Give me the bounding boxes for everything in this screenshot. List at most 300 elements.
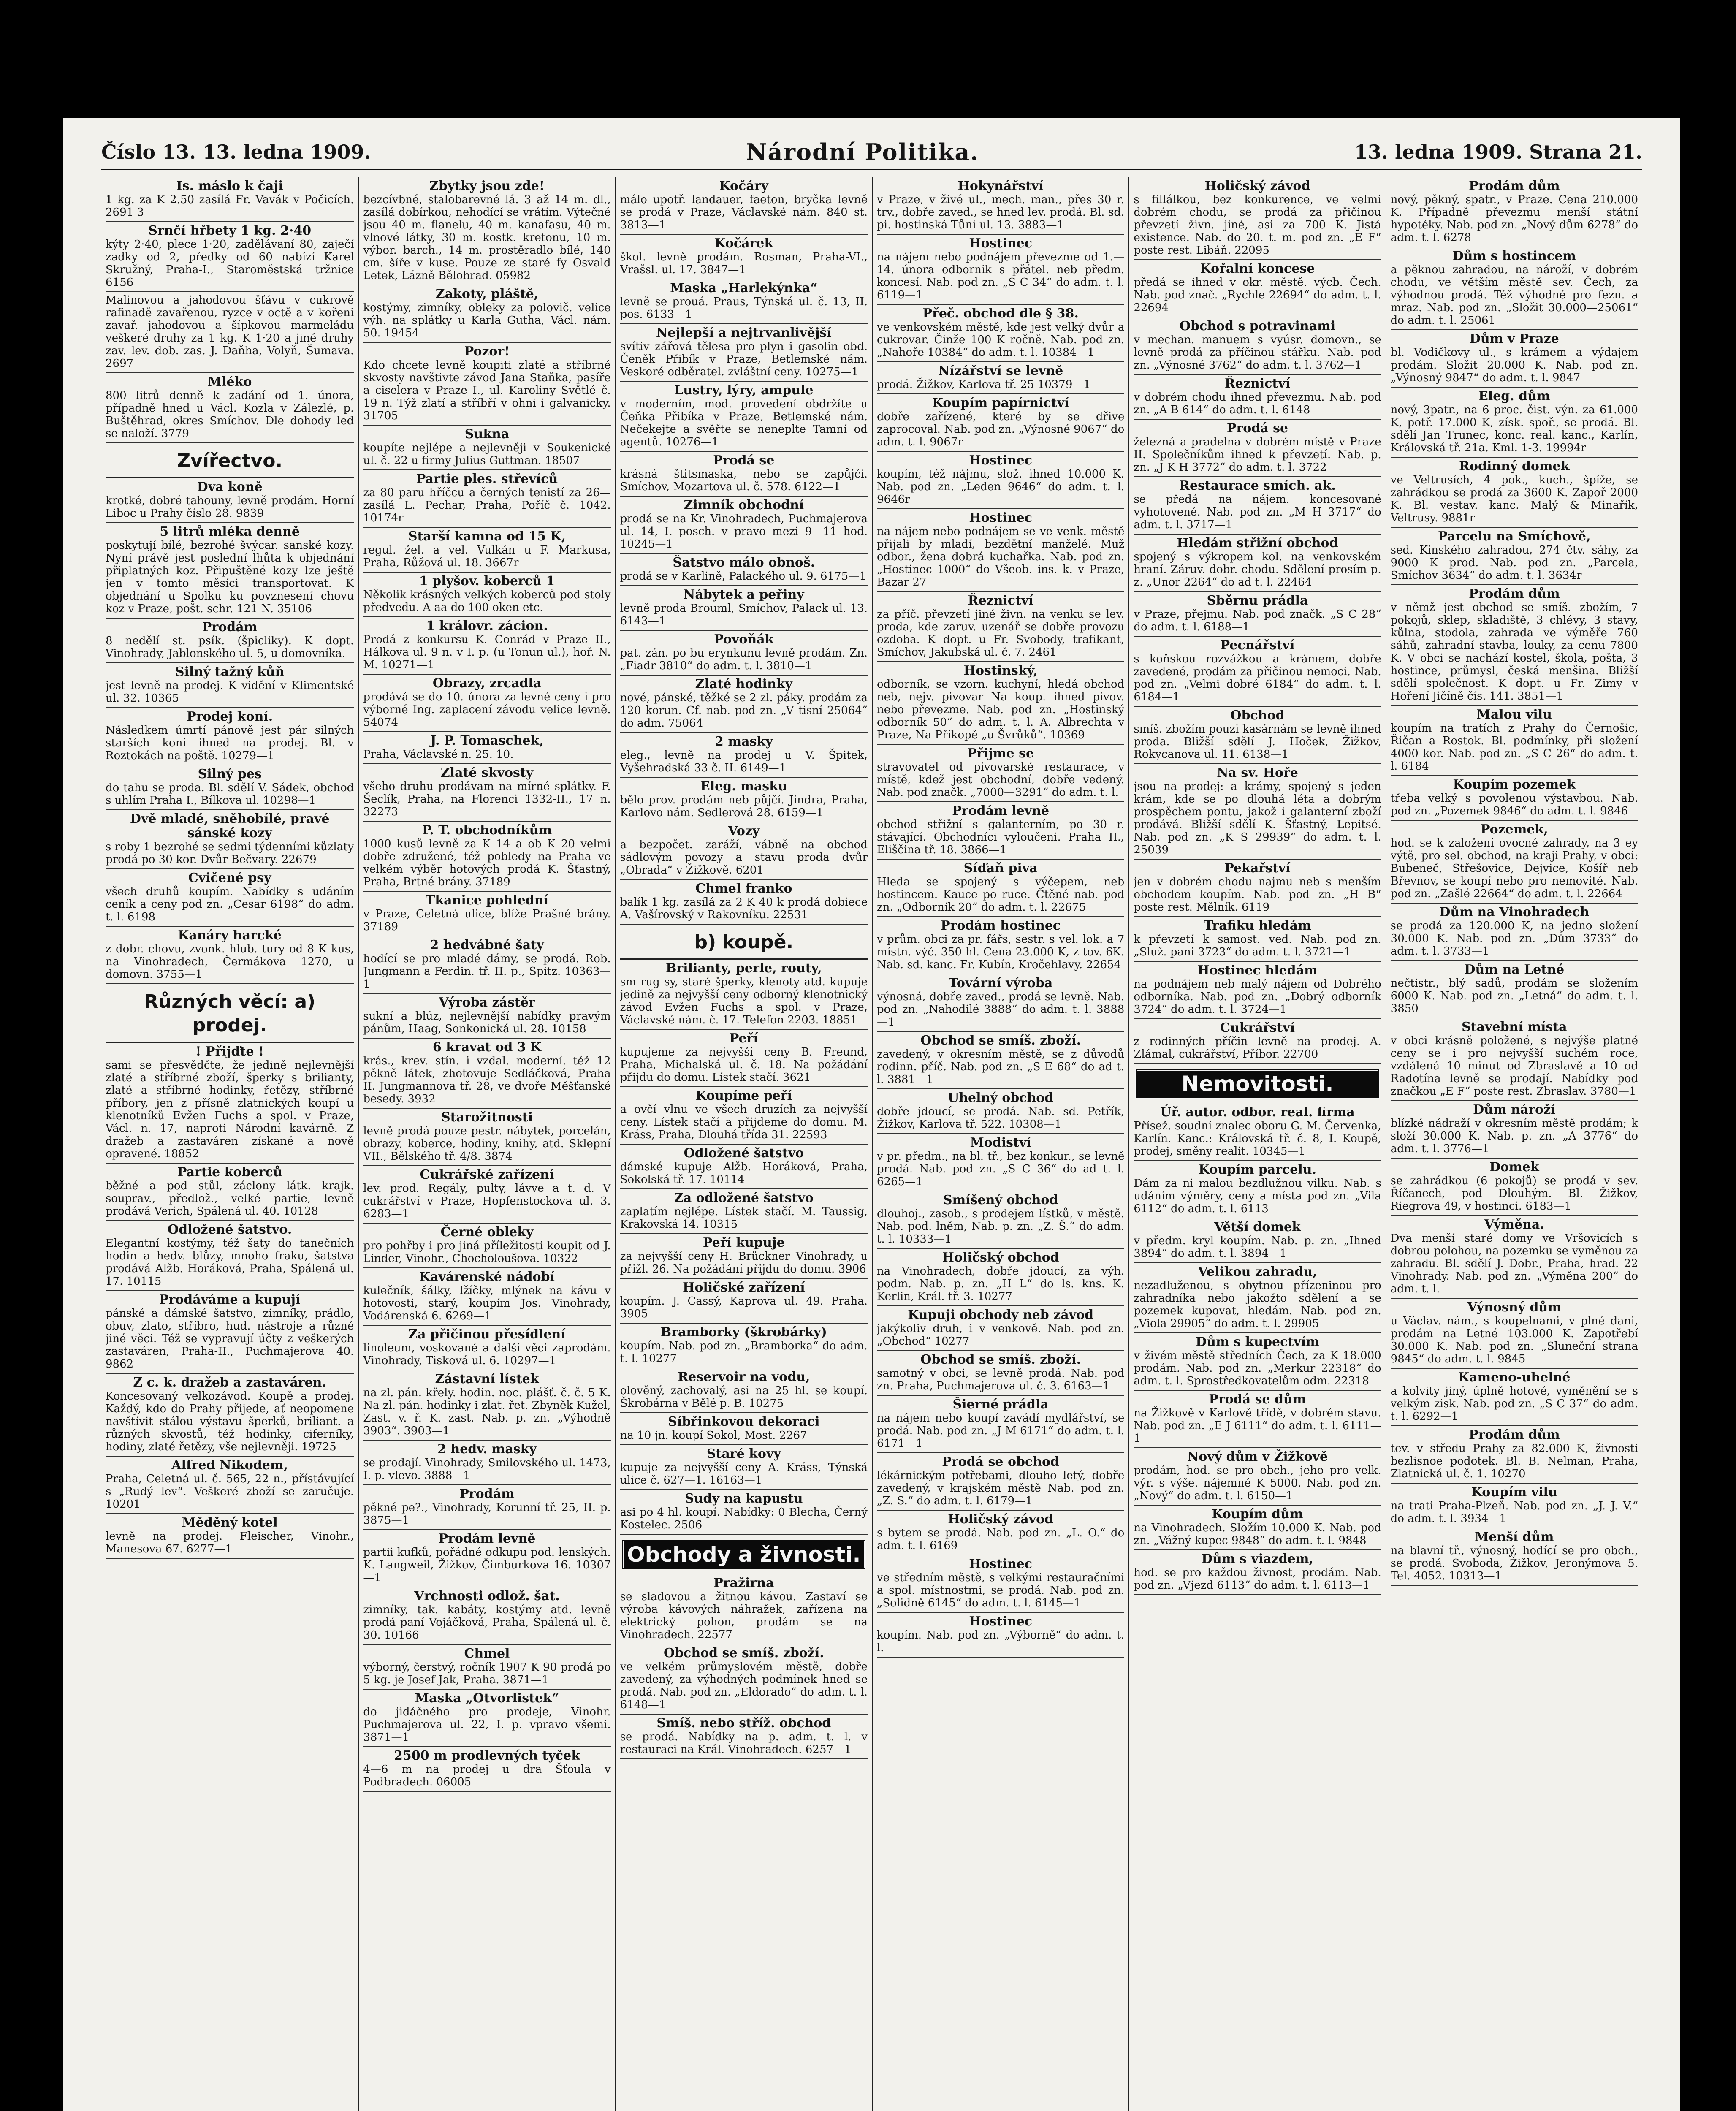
ad-title: 2 masky	[715, 734, 773, 749]
ad-body: jest levně na prodej. K vidění v Klimentské ul. 32. 10365	[106, 679, 354, 705]
ad-title: Peří kupuje	[703, 1235, 785, 1250]
ad-title: Prodám dům	[1469, 1427, 1560, 1442]
ad-title: Uhelný obchod	[948, 1091, 1054, 1105]
ad-body: za 80 paru hříčcu a černých tenistí za 26— zasílá L. Pechar, Praha, Poříč č. 1042. 10174r	[363, 486, 611, 524]
ad-body: sed. Kinského zahradou, 274 čtv. sáhy, za 9000 K prod. Nab. pod zn. „Parcela, Smíchov 3634“ do adm. t. l. 3634r	[1390, 544, 1638, 582]
ad-columns	[101, 177, 1642, 2111]
ad-title: Z c. k. dražeb a zastaváren.	[133, 1375, 326, 1390]
classified-ad	[620, 1324, 868, 1368]
classified-ad	[106, 663, 354, 708]
ad-title: Vozy	[728, 824, 760, 838]
classified-ad	[877, 974, 1124, 1032]
ad-title: Koupím pozemek	[1453, 777, 1576, 792]
ad-title: Síbřinkovou dekoraci	[668, 1414, 820, 1429]
ad-body: olověný, zachovalý, asi na 25 hl. se koupí. Škrobárna v Bělé p. B. 10275	[620, 1384, 868, 1410]
ad-body: 8 nedělí st. psík. (špicliky). K dopt. Vinohrady, Jablonského ul. 5, u domovníka.	[106, 635, 354, 660]
ad-body: nezadluženou, s obytnou přízeninou pro zahradníka nebo jakožto sdělení a se pozemek kupovat, hledám. Nab. pod zn. „Viola 29905“ do adm. t. l. 29905	[1134, 1279, 1381, 1330]
ad-title: Rodinný domek	[1459, 459, 1570, 474]
ad-body: všech druhů koupím. Nabídky s udáním ceník a ceny pod zn. „Cesar 6198“ do adm. t. l. 6198	[106, 885, 354, 923]
classified-ad	[1134, 1550, 1381, 1595]
ad-title: Výměna.	[1484, 1217, 1544, 1232]
ad-body: koupím. Nab. pod zn. „Výborně“ do adm. t. l.	[876, 1629, 1125, 1654]
classified-ad	[1391, 1528, 1638, 1586]
ad-body: levně na prodej. Fleischer, Vinohr., Manesova 67. 6277—1	[106, 1530, 354, 1555]
classified-ad	[620, 960, 868, 1030]
ad-title: Cukrářské zařízení	[420, 1167, 554, 1182]
classified-ad	[620, 279, 868, 324]
ad-title: Hledám střižní obchod	[1177, 536, 1338, 551]
ad-title: Smíšený obchod	[943, 1193, 1058, 1207]
ad-body: sami se přesvědčte, že jedině nejlevnější zlaté a stříbrné zboží, šperky s brilianty, zlaté a stříbrné hodinky, řetězy, stříbrné příbory, jen z přísně zlatnických koupí u klenotníků Evžen Fuchs a spol. v Praze, Václ. n. 17, naproti Národní kavárně. Z dražeb a zastaváren získané a nově opravené. 18852	[106, 1059, 354, 1160]
ad-body: koupíte nejlépe a nejlevněji v Soukenické ul. č. 22 u firmy Julius Guttman. 18507	[363, 442, 611, 467]
ad-body: ve Veltrusích, 4 pok., kuch., špíže, se zahrádkou se prodá za 3600 K. Zapoř 2000 K. Bl. vestav. kanc. Malý & Minařík, Veltrusy. 9881r	[1390, 474, 1638, 524]
ad-title: Kočárek	[714, 236, 773, 251]
classified-ad	[106, 1221, 354, 1291]
ad-body: Praha, Václavské n. 25. 10.	[363, 748, 514, 761]
classified-ad	[620, 324, 868, 382]
ad-title: Pekařství	[1224, 861, 1291, 876]
ad-title: Menší dům	[1475, 1530, 1554, 1544]
ad-body: levně proda Brouml, Smíchov, Palack ul. 13. 6143—1	[620, 602, 868, 627]
classified-ad	[106, 1043, 354, 1164]
ad-title: Koupím parcelu.	[1198, 1162, 1316, 1177]
ad-title: Peří	[729, 1031, 758, 1046]
classified-ad	[877, 362, 1124, 394]
classified-ad	[1391, 388, 1638, 458]
classified-ad	[106, 1164, 354, 1221]
classified-ad	[363, 764, 610, 822]
ad-title: Prodá se	[1226, 421, 1288, 436]
ad-body: k převzetí k samost. ved. Nab. pod zn. „Služ. pani 3723“ do adm. t. l. 3721—1	[1134, 933, 1381, 958]
classified-ad	[620, 676, 868, 733]
classified-ad	[877, 1351, 1124, 1396]
ad-body: bělo prov. prodám neb půjčí. Jindra, Praha, Karlovo nám. Sedlerová 28. 6159—1	[620, 794, 868, 819]
ad-body: 4—6 m na prodej u dra Šťoula v Podbradech. 06005	[363, 1763, 611, 1788]
ad-title: Zakoty, pláště,	[435, 287, 539, 301]
classified-ad	[1134, 317, 1381, 375]
classified-ad	[1391, 1101, 1638, 1159]
column-2	[358, 177, 615, 2111]
classified-ad	[620, 822, 868, 880]
ad-body: smíš. zbožím pouzi kasárnám se levně ihned proda. Bližší sdělí J. Hoček, Žižkov, Rokycanova ul. 11. 6138—1	[1134, 723, 1381, 761]
classified-ad	[1134, 535, 1381, 592]
ad-body: hod. se pro každou živnost, prodám. Nab. pod zn. „Vjezd 6113“ do adm. t. l. 6113—1	[1134, 1566, 1381, 1592]
column-4	[872, 177, 1128, 2111]
classified-ad	[106, 765, 354, 810]
ad-title: Holičský závod	[948, 1512, 1054, 1527]
ad-body: u Václav. nám., s koupelnami, v plné dani, prodám na Letné 103.000 K. Zapotřebí 30.000 K. Nab. pod zn. „Sluneční strana 9845“ do adm. t. l. 9845	[1390, 1315, 1638, 1365]
ad-body: na nájem nebo podnájem převezme od 1.—14. února odbornik s přátel. neb předm. koncesí. Nab. pod zn. „S C 34“ do adm. t. l. 6119—1	[876, 251, 1125, 301]
ad-title: Tovární výroba	[948, 976, 1053, 990]
ad-body: ve středním městě, s velkými restauračními a spol. místnostmi, se prodá. Nab. pod zn. „Solidně 6145“ do adm. t. l. 6145—1	[876, 1571, 1125, 1609]
classified-ad	[620, 631, 868, 676]
ad-title: Kavárenské nádobí	[419, 1270, 555, 1284]
ad-body: obchod střižní s galanterním, po 30 r. stávající. Obchodníci vyloučeni. Praha II., Eliščina tř. 18. 3866—1	[876, 818, 1125, 856]
ad-body: spojený s výkropem kol. na venkovském hraní. Záruv. dobr. chodu. Sdělení prosím p. z. „Unor 2264“ do ad t. l. 22464	[1134, 551, 1381, 589]
ad-title: Restaurace smích. ak.	[1179, 478, 1336, 493]
ad-title: Silný tažný kůň	[175, 665, 285, 679]
classified-ad	[1391, 330, 1638, 388]
ad-title: Nový dům v Žižkově	[1187, 1449, 1328, 1464]
ad-body: pro pohřby i pro jiná příležitosti koupit od J. Linder, Vinohr., Chocholoušova. 10322	[363, 1240, 611, 1265]
ad-title: Dům na Letné	[1464, 962, 1565, 977]
classified-ad	[1391, 1299, 1638, 1369]
ad-title: Řeznictví	[968, 593, 1033, 608]
ad-body: poskytují bílé, bezrohé švýcar. sanské kozy. Nyní právě jest poslední lhůta k objednání připlatných koz. Připuštěné kozy lze ještě jen v tomto měsíci transportovat. K objednání u Spolku ku povznesení chovu koz v Praze, pošt. schr. 121 N. 35106	[106, 539, 354, 615]
ad-title: Holičský obchod	[942, 1250, 1059, 1265]
classified-ad	[1391, 1018, 1638, 1101]
classified-ad	[106, 1514, 354, 1559]
classified-ad	[363, 1109, 610, 1166]
ad-body: prodává se do 10. února za levné ceny i pro výborné Ing. zaplacení závodu velice levně. 54074	[363, 691, 611, 729]
ad-body: hodící se pro mladé dámy, se prodá. Rob. Jungmann a Ferdin. tř. II. p., Spitz. 10363—1	[363, 952, 611, 990]
classified-ad	[1134, 1161, 1381, 1218]
ad-body: nové, pánské, těžké se 2 zl. páky. prodám za 120 korun. Cf. nab. pod zn. „V tisní 25064“ do adm. 75064	[620, 692, 868, 730]
classified-ad	[877, 235, 1124, 305]
ad-title: Smíš. nebo stříž. obchod	[656, 1716, 831, 1731]
ad-title: Dům nároží	[1473, 1102, 1556, 1117]
ad-body: krásná štitsmaska, nebo se zapůjčí. Smíchov, Mozartova ul. č. 578. 6122—1	[620, 468, 868, 493]
ad-title: Holičský závod	[1204, 179, 1310, 193]
ad-title: Prodá se	[713, 453, 775, 468]
classified-ad	[1391, 458, 1638, 528]
ad-title: Brilianty, perle, routy,	[666, 961, 822, 976]
ad-title: Hostinský,	[963, 663, 1038, 678]
classified-ad	[1134, 917, 1381, 962]
classified-ad	[1134, 860, 1381, 917]
ad-body: se prodá. Nabídky na p. adm. t. l. v restauraci na Král. Vinohradech. 6257—1	[620, 1731, 868, 1756]
ad-body: a kolvity jiný, úplně hotové, vyměnění se s velkým zisk. Nab. pod zn. „S C 37“ do adm. t. l. 6292—1	[1390, 1385, 1638, 1423]
classified-ad	[1391, 247, 1638, 330]
classified-ad	[363, 470, 610, 528]
ad-title: Dům s kupectvím	[1196, 1335, 1319, 1349]
classified-ad	[363, 822, 610, 892]
ad-title: Zbytky jsou zde!	[429, 179, 545, 193]
classified-ad	[363, 1587, 610, 1645]
ad-body: dámské kupuje Alžb. Horáková, Praha, Sokolská tř. 17. 10114	[620, 1161, 868, 1186]
ad-title: Obchod se smíš. zboží.	[920, 1352, 1081, 1367]
ad-body: se předá na nájem. koncesované vyhotovené. Nab. pod zn. „M H 3717“ do adm. t. l. 3717—1	[1134, 493, 1381, 531]
column-1	[101, 177, 358, 2111]
classified-ad	[877, 802, 1124, 860]
ad-body: Následkem úmrtí pánově jest pár silných starších koní ihned na prodej. Bl. v Roztokách na poště. 10279—1	[106, 724, 354, 762]
ad-title: Staré kovy	[706, 1446, 781, 1461]
ad-body: předá se ihned v okr. městě. výcb. Čech. Nab. pod znač. „Rychle 22694“ do adm. t. l. 22694	[1134, 276, 1381, 314]
ad-title: Parcelu na Smíchově,	[1438, 529, 1591, 544]
ad-title: Kočáry	[719, 179, 768, 193]
ad-body: stravovatel od pivovarské restaurace, v místě, kdež jest obchodní, dobře vedený. Nab. pod značk. „7000—3291“ do adm. t. l.	[876, 761, 1125, 799]
ad-body: levně se prouá. Praus, Týnská ul. č. 13, II. pos. 6133—1	[620, 296, 868, 321]
ad-title: Prodám	[459, 1487, 515, 1501]
section-heading: Různých věcí: a) prodej.	[106, 984, 354, 1043]
classified-ad	[620, 586, 868, 631]
ad-body: se sladovou a žitnou kávou. Zastaví se výroba kávových náhražek, zařízena na elektrický pohon, prodám se na Vinohradech. 22577	[620, 1590, 868, 1641]
classified-ad	[620, 497, 868, 554]
ad-body: s koňskou rozvážkou a krámem, dobře zavedené, prodám za přičinou nemoci. Nab. pod zn. „Velmi dobré 6184“ do adm. t. l. 6184—1	[1134, 653, 1381, 703]
ad-body: 1000 kusů levně za K 14 a ob K 20 velmi dobře združené, též pobledy na Praha ve velkém výběr hotových prodá K. Šťastný, Praha, Brtné brány. 37189	[363, 838, 611, 888]
ad-title: Modiství	[970, 1135, 1031, 1150]
ad-title: Prodáváme a kupují	[159, 1292, 301, 1307]
classified-ad	[1134, 592, 1381, 637]
ad-body: lékárnickým potřebami, dlouho letý, dobře zavedený, v krajském městě Nab. pod zn. „Z. S.“ do adm. t. l. 6179—1	[876, 1469, 1125, 1507]
ad-title: Koupím papírnictví	[932, 396, 1069, 410]
classified-ad	[363, 617, 610, 675]
classified-ad	[1134, 1333, 1381, 1391]
classified-ad	[363, 1039, 610, 1109]
ad-title: ! Přijďte !	[195, 1044, 264, 1059]
ad-body: blízké nádraží v okresním městě prodám; k složí 30.000 K. Nab. p. zn. „A 3776“ do adm. t. l. 3776—1	[1390, 1117, 1638, 1155]
ad-body: s roby 1 bezrohé se sedmi týdenními kůzlaty prodá po 30 kor. Dvůr Bečvary. 22679	[106, 841, 354, 866]
ad-title: Trafiku hledám	[1204, 918, 1311, 933]
classified-ad	[1391, 1159, 1638, 1216]
classified-ad	[877, 1191, 1124, 1249]
ad-body: bl. Vodičkovy ul., s krámem a výdajem prodám. Složit 20.000 K. Nab. pod zn. „Výnosný 9847“ do adm. t. l. 9847	[1390, 346, 1638, 384]
ad-body: nový, pěkný, spatr., v Praze. Cena 210.000 K. Případně převezmu menší státní hypotéky. Nab. pod zn. „Nový dům 6278“ do adm. t. l. 6278	[1390, 193, 1638, 244]
ad-title: Úř. autor. odbor. real. firma	[1160, 1105, 1355, 1120]
classified-ad	[877, 662, 1124, 745]
ad-title: Prodám dům	[1469, 179, 1560, 193]
ad-body: Přísež. soudní znalec oboru G. M. Červenka, Karlín. Kanc.: Královská tř. č. 8, I. Koupě, prodej, směny realit. 10345—1	[1134, 1120, 1381, 1158]
section-banner: Nemovitosti.	[1135, 1069, 1379, 1099]
ad-title: Zlaté hodinky	[695, 677, 792, 692]
ad-body: 800 litrů denně k zadání od 1. února, případně hned u Václ. Kozla v Zálezlé, p. Buštěhrad, okres Smíchov. Dle dohody led se naloží. 3779	[106, 389, 354, 440]
ad-title: P. T. obchodníkům	[422, 823, 552, 838]
ad-title: Stavební místa	[1462, 1020, 1567, 1034]
ad-body: na Vinohradech. Složím 10.000 K. Nab. pod zn. „Vážný kupec 9848“ do adm. t. l. 9848	[1134, 1522, 1381, 1547]
ad-title: Bramborky (škrobárky)	[660, 1325, 827, 1340]
ad-title: Mléko	[207, 374, 252, 389]
ad-title: Kupuji obchody neb závod	[908, 1308, 1094, 1322]
classified-ad	[1391, 1426, 1638, 1484]
ad-title: Za přičinou přesídlení	[408, 1327, 566, 1342]
ad-body: linoleum, voskované a další věci zaprodám. Vinohrady, Tisková ul. 6. 10297—1	[363, 1342, 611, 1367]
classified-ad	[363, 1747, 610, 1792]
ad-title: Dům v Praze	[1469, 331, 1559, 346]
ad-body: partii kufků, pořádné odkupu pod. lenských. K. Langweil, Žižkov, Čimburkova 16. 10307—1	[363, 1546, 611, 1584]
ad-body: na nájem nebo podnájem se ve venk. městě přijali by mladí, bezdětní manželé. Muž odbor., žena dobrá kuchařka. Nab. pod zn. „Hostinec 1000“ do Všeob. ins. k. v Praze, Bazar 27	[876, 525, 1125, 589]
ad-title: Is. máslo k čaji	[176, 179, 283, 193]
ad-title: Hokynářství	[958, 179, 1044, 193]
classified-ad	[877, 1613, 1124, 1658]
ad-title: Na sv. Hoře	[1217, 765, 1298, 780]
ad-body: samotný v obci, se levně prodá. Nab. pod zn. Praha, Puchmajerova ul. č. 3. 6163—1	[876, 1367, 1125, 1392]
ad-title: Obrazy, zrcadla	[432, 676, 542, 691]
classified-ad	[1134, 260, 1381, 317]
classified-ad	[363, 1326, 610, 1370]
ad-title: Lustry, lýry, ampule	[674, 383, 814, 398]
classified-ad	[363, 732, 610, 764]
section-banner: Obchody a živnosti.	[622, 1540, 866, 1569]
classified-ad	[363, 426, 610, 470]
classified-ad	[363, 1166, 610, 1224]
ad-body: hod. se k založení ovocné zahrady, na 3 ey výtě, pro sel. obchod, na kraji Prahy, v obci: Bubeneč, Střešovice, Dejvice, Košíř neb Břevnov, se koupí nebo pro nemovité. Nab. pod zn. „Zašlé 22664“ do adm. t. l. 22664	[1390, 837, 1638, 900]
classified-ad	[877, 509, 1124, 592]
ad-body: železná a pradelna v dobrém místě v Praze II. Společníkům ihned k převzetí. Nab. p. zn. „J K H 3772“ do adm. t. l. 3722	[1134, 436, 1381, 474]
ad-body: na trati Praha-Plzeň. Nab. pod zn. „J. J. V.“ do adm. t. l. 3934—1	[1390, 1500, 1638, 1525]
ad-body: kostýmy, zimníky, obleky za polovič. velice výh. na splátky u Karla Gutha, Václ. nám. 50. 19454	[363, 301, 611, 339]
ad-title: Partie koberců	[177, 1165, 282, 1180]
ad-title: 1 plyšov. koberců 1	[419, 574, 555, 589]
ad-body: bezcívbné, stalobarevné lá. 3 až 14 m. dl., zasílá dobírkou, nehodící se vrátím. Výtečné jsou 40 m. flanelu, 40 m. kanafasu, 40 m. vlnové látky, 30 m. kostk. kretonu, 10 m. výbor. barch., 14 m. prostěradlo bílé, 140 cm. šíře v kuse. Pouze ze staré fy Osvald Letek, Lázně Bělohrad. 05982	[363, 193, 611, 282]
ad-title: Sběrnu prádla	[1207, 593, 1308, 608]
classified-ad	[363, 936, 610, 994]
classified-ad	[620, 382, 868, 452]
classified-ad	[620, 235, 868, 279]
classified-ad	[363, 994, 610, 1039]
classified-ad	[1134, 1263, 1381, 1333]
ad-body: málo upotř. landauer, faeton, bryčka levně se prodá v Praze, Václavské nám. 840 st. 3813—1	[620, 193, 868, 231]
ad-body: zimníky, tak. kabáty, kostýmy atd. levně prodá paní Vojáčková, Praha, Spálená ul. č. 30. 10166	[363, 1604, 611, 1642]
ad-title: 5 litrů mléka denně	[160, 524, 300, 539]
ad-title: Partie ples. střevíců	[416, 472, 558, 486]
ad-title: 1 královr. zácion.	[426, 619, 548, 633]
ad-title: Černé obleky	[440, 1225, 534, 1240]
column-6	[1386, 177, 1642, 2111]
classified-ad	[106, 222, 354, 292]
ad-title: Zástavní lístek	[435, 1372, 539, 1387]
ad-body: tev. v středu Prahy za 82.000 K, živnosti bezlisnoe podotek. Bl. B. Nelman, Praha, Zlatnická ul. č. 1. 10270	[1390, 1442, 1638, 1480]
ad-title: Řeznictví	[1224, 376, 1291, 391]
ad-title: Prodám dům	[1469, 586, 1560, 601]
ad-title: Dům na Vinohradech	[1439, 905, 1590, 920]
classified-ad	[620, 1279, 868, 1324]
classified-ad	[620, 1368, 868, 1413]
ad-body: nový, 3patr., na 6 proc. čist. výn. za 61.000 K, potř. 17.000 K, získ. spoř., se prodá. Bl. sdělí Jan Trunec, konc. real. kanc., Karlín, Královská tř. 21a. Kml. 1-3. 19994r	[1390, 404, 1638, 454]
ad-body: zaplatím nejlépe. Lístek stačí. M. Taussig, Krakovská 14. 10315	[620, 1205, 868, 1231]
ad-title: Holičské zařízení	[683, 1280, 805, 1295]
ad-body: do jidáčného pro prodeje, Vinohr. Puchmajerova ul. 22, I. p. vpravo všemi. 3871—1	[363, 1706, 611, 1744]
classified-ad	[1134, 1218, 1381, 1263]
ad-title: Domek	[1489, 1160, 1539, 1175]
classified-ad	[620, 1189, 868, 1234]
ad-body: škol. levně prodám. Rosman, Praha-VI., Vrašsl. ul. 17. 3847—1	[620, 251, 868, 276]
classified-ad	[1134, 177, 1381, 260]
ad-title: Za odložené šatstvo	[674, 1191, 814, 1205]
classified-ad	[1134, 1506, 1381, 1550]
ad-title: Koupím vilu	[1471, 1485, 1557, 1500]
ad-title: Kanáry harcké	[178, 928, 282, 943]
classified-ad	[1391, 776, 1638, 821]
ad-body: kupuje za nejvyšší ceny A. Kráss, Týnská ulice č. 627—1. 16163—1	[620, 1461, 868, 1487]
classified-ad	[106, 478, 354, 523]
ad-title: Šatstvo málo obnoš.	[673, 555, 815, 570]
ad-body: koupím na tratích z Prahy do Černošic, Řičan a Rostok. Bl. podmínky, při složení 4000 kor. Nab. pod zn. „S C 26“ do adm. t. l. 6184	[1390, 722, 1638, 773]
ad-body: balík 1 kg. zasílá za 2 K 40 k prodá dobiece A. Vašírovský v Rakovníku. 22531	[620, 896, 868, 921]
classified-ad	[363, 1690, 610, 1747]
ad-title: Dvě mladé, sněhobílé, pravé sánské kozy	[130, 811, 330, 841]
ad-title: Velikou zahradu,	[1198, 1264, 1317, 1279]
ad-body: sukní a blúz, nejlevnější nabídky pravým pánům, Haag, Sonkonická ul. 28. 10158	[363, 1010, 611, 1035]
classified-ad	[1134, 375, 1381, 420]
ad-title: Hostinec hledám	[1197, 963, 1318, 978]
classified-ad	[1134, 637, 1381, 707]
classified-ad	[363, 528, 610, 573]
classified-ad	[363, 675, 610, 732]
ad-title: Tkanice pohlední	[425, 893, 548, 908]
ad-title: Alfred Nikodem,	[171, 1458, 288, 1473]
ad-body: jakýkoliv druh, i v venkově. Nab. pod zn. „Obchod“ 10277	[876, 1322, 1125, 1348]
ad-body: koupím. Nab. pod zn. „Bramborka“ do adm. t. l. 10277	[620, 1340, 868, 1365]
ad-body: s bytem se prodá. Nab. pod zn. „L. O.“ do adm. t. l. 6169	[876, 1527, 1125, 1552]
classified-ad	[106, 177, 354, 222]
ad-body: krotké, dobré tahouny, levně prodám. Horní Liboc u Prahy číslo 28. 9839	[106, 494, 354, 520]
classified-ad	[363, 1645, 610, 1690]
ad-body: pánské a dámské šatstvo, zimníky, prádlo, obuv, zlato, stříbro, hud. nástroje a různé jiné věci. Též se vypravují účty z veškerých zastaváren, Praha-II., Puchmajerova 40. 9862	[106, 1307, 354, 1370]
classified-ad	[106, 869, 354, 927]
classified-ad	[877, 1453, 1124, 1511]
classified-ad	[363, 1485, 610, 1530]
classified-ad	[877, 1134, 1124, 1191]
classified-ad	[877, 177, 1124, 235]
classified-ad	[620, 1087, 868, 1145]
ad-title: Měděný kotel	[182, 1515, 278, 1530]
classified-ad	[106, 1291, 354, 1374]
ad-body: Koncesovaný velkozávod. Koupě a prodej. Každý, kdo do Prahy přijede, ať neopomene navštívit stálou výstavu šperků, briliant. a různých skvostů, též hodinky, ciferníky, hodiny, zlaté řetězy, vše nejlevněji. 19725	[106, 1390, 354, 1453]
ad-title: Sudy na kapustu	[685, 1491, 803, 1506]
classified-ad	[620, 177, 868, 235]
classified-ad	[620, 778, 868, 822]
classified-ad	[620, 733, 868, 778]
ad-body: prodám, hod. se pro obch., jeho pro velk. výr. s výše. nájemné K 5000. Nab. pod zn. „Nový“ do adm. t. l. 6150—1	[1134, 1464, 1381, 1502]
classified-ad	[877, 745, 1124, 802]
classified-ad	[620, 554, 868, 586]
ad-title: Vrchnosti odlož. šat.	[414, 1589, 560, 1604]
ad-body: dobře jdoucí, se prodá. Nab. sd. Petřík, Žižkov, Karlova tř. 522. 10308—1	[876, 1105, 1125, 1131]
ad-body: Kdo chcete levně koupiti zlaté a stříbrné skvosty navštivte závod Jana Staňka, pasíře a ciselera v Praze I., ul. Karoliny Světlé č. 19 n. Týž zlatí a stříbří v ohni i galvanicky. 31705	[363, 359, 611, 422]
classified-ad	[1134, 764, 1381, 860]
ad-title: Výroba zástěr	[439, 995, 535, 1010]
ad-title: Nízářství se levně	[938, 364, 1063, 378]
ad-body: Dám za ni malou bezdlužnou vilku. Nab. s udáním výměry, ceny a místa pod zn. „Vila 6112“ do adm. t. l. 6113	[1134, 1177, 1381, 1215]
ad-body: s fillálkou, bez konkurence, ve velmi dobrém chodu, se prodá za přičinou převzetí živn. jiné, asi za 700 K. Jistá existence. Nab. do 20. t. m. pod zn. „E F“ poste rest. Libáň. 22095	[1134, 193, 1381, 257]
ad-title: Větší domek	[1214, 1220, 1301, 1235]
ad-title: Obchod s potravinami	[1179, 319, 1336, 334]
ad-title: Přeč. obchod dle § 38.	[922, 306, 1079, 321]
classified-ad	[363, 1441, 610, 1485]
ad-title: Hostinec	[969, 236, 1032, 251]
classified-ad	[877, 860, 1124, 917]
ad-body: z rodinných příčin levně na prodej. A. Zlámal, cukrářství, Příbor. 22700	[1134, 1035, 1381, 1061]
ad-body: v dobrém chodu ihned převezmu. Nab. pod zn. „A B 614“ do adm. t. l. 6148	[1134, 391, 1381, 416]
classified-ad	[877, 1306, 1124, 1351]
ad-body: z dobr. chovu, zvonk. hlub. tury od 8 K kus, na Vinohradech, Čermákova 1270, u domovn. 3755—1	[106, 943, 354, 981]
ad-title: Silný pes	[198, 767, 262, 781]
ad-body: Prodá z konkursu K. Conrád v Praze II., Hálkova ul. 9 n. v I. p. (u Tonun ul.), hoř. N. M. 10271—1	[363, 633, 611, 671]
classified-ad	[1391, 706, 1638, 776]
ad-title: Koupíme peří	[695, 1088, 792, 1103]
classified-ad	[106, 1374, 354, 1457]
ad-body: eleg., levně na prodej u V. Špitek, Vyšehradská 33 č. II. 6149—1	[620, 749, 868, 774]
ad-title: Eleg. masku	[700, 779, 787, 794]
classified-ad	[620, 1234, 868, 1279]
classified-ad	[620, 1574, 868, 1644]
ad-body: na podnájem neb malý nájem od Dobrého odborníka. Nab. pod zn. „Dobrý odborník 3724“ do adm. t. l. 3724—1	[1134, 978, 1381, 1016]
ad-title: Nejlepší a nejtrvanlivější	[656, 326, 832, 340]
classified-ad	[877, 592, 1124, 662]
classified-ad	[1391, 1484, 1638, 1528]
ad-title: Obchod se smíš. zboží.	[663, 1646, 824, 1661]
classified-ad	[620, 1445, 868, 1490]
ad-body: třeba velký s povolenou výstavbou. Nab. pod zn. „Pozemek 9846“ do adm. t. l. 9846	[1390, 792, 1638, 817]
ad-title: Obchod se smíš. zboží.	[920, 1033, 1081, 1048]
classified-ad	[1134, 420, 1381, 477]
classified-ad	[1391, 961, 1638, 1018]
ad-title: Chmel	[464, 1646, 510, 1661]
ad-body: kulečník, šálky, lžíčky, mlýnek na kávu v hotovosti, starý, koupím Jos. Vinohrady, Vodárenská 6. 6269—1	[363, 1284, 611, 1322]
ad-title: 6 kravat od 3 K	[432, 1040, 542, 1055]
ad-body: nečtistr., blý sadů, prodám se složením 6000 K. Nab. pod zn. „Letná“ do adm. t. l. 3850	[1390, 977, 1638, 1015]
classified-ad	[1391, 177, 1638, 247]
